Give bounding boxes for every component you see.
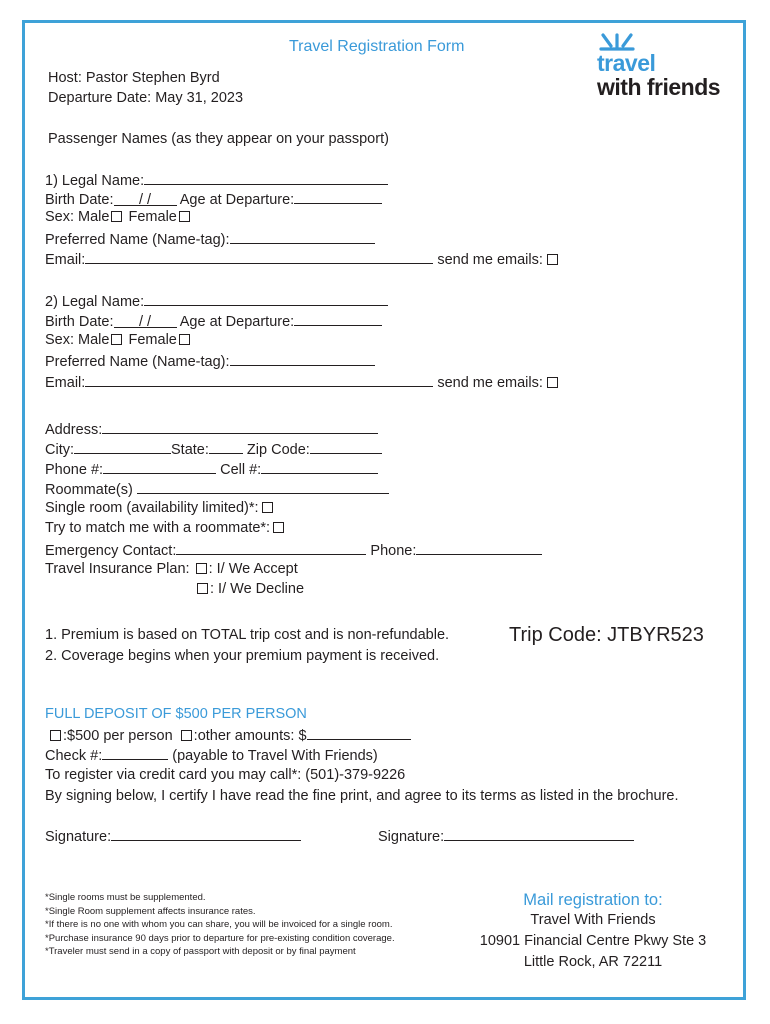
zip-label: Zip Code: [246,442,310,458]
mail-line-1: Travel With Friends [530,912,656,928]
emergency-phone-field[interactable] [416,540,542,555]
check-row [45,745,378,765]
host-line: Host: Pastor Stephen Byrd [48,70,220,86]
match-roommate-row [45,519,286,537]
p2-birth-row [45,311,382,331]
cell-field[interactable] [261,459,378,474]
p2-preferred-field[interactable] [230,351,375,366]
p2-sex-label: Sex: Male [45,332,110,348]
sun-rays-icon [597,30,637,52]
other-amount-field[interactable] [307,725,411,740]
p2-send-emails-label: send me emails: [437,375,543,391]
match-roommate-checkbox[interactable] [273,522,284,533]
signature-2-row [378,826,634,846]
p1-email-row [45,249,560,269]
roommates-label: Roommate(s) [45,482,133,498]
signature-1-field[interactable] [111,826,301,841]
p1-preferred-row [45,229,375,249]
p2-email-row [45,372,560,392]
p2-legal-name-label: 2) Legal Name: [45,294,145,310]
payable-label: (payable to Travel With Friends) [172,748,378,764]
p2-send-emails-checkbox[interactable] [547,377,558,388]
deposit-500-checkbox[interactable] [50,730,61,741]
p1-female-checkbox[interactable] [179,211,190,222]
p1-preferred-label: Preferred Name (Name-tag): [45,232,230,248]
certify-line: By signing below, I certify I have read the fine print, and agree to its terms as listed in the brochure. [45,788,679,804]
insurance-decline-checkbox[interactable] [197,583,208,594]
deposit-500-label: :$500 per person [63,728,173,744]
footnote-list [45,891,395,959]
insurance-decline-row [195,580,304,598]
p1-sex-row [45,208,192,226]
city-field[interactable] [74,439,171,454]
emergency-phone-label: Phone: [370,543,417,559]
insurance-decline-label: : I/ We Decline [210,581,305,597]
p2-legal-name-row [45,291,388,311]
single-room-label: Single room (availability limited)*: [45,500,259,516]
p2-legal-name-field[interactable] [144,291,388,306]
deposit-heading: FULL DEPOSIT OF $500 PER PERSON [45,706,307,722]
logo-text-travel: travel [597,50,656,76]
emergency-row [45,540,542,560]
phone-field[interactable] [103,459,216,474]
city-row [45,439,382,459]
p2-female-label: Female [128,332,177,348]
p1-email-field[interactable] [85,249,433,264]
trip-code: Trip Code: JTBYR523 [509,624,704,646]
p2-sex-row [45,331,192,349]
p1-preferred-field[interactable] [230,229,375,244]
p1-male-checkbox[interactable] [111,211,122,222]
p1-birth-label: Birth Date: [45,192,114,208]
p2-birth-field[interactable]: / / [114,313,177,328]
other-amount-checkbox[interactable] [181,730,192,741]
p2-age-field[interactable] [294,311,382,326]
credit-card-line: To register via credit card you may call*: (501)-379-9226 [45,767,406,783]
cell-label: Cell #: [220,462,262,478]
footnote: *Single rooms must be supplemented. [45,892,206,903]
mail-heading: Mail registration to: [523,891,663,909]
signature-2-field[interactable] [444,826,634,841]
insurance-note-1: 1. Premium is based on TOTAL trip cost and is non-refundable. [45,627,450,643]
p1-birth-row [45,189,382,209]
roommates-field[interactable] [137,479,389,494]
footnote: *Single Room supplement affects insurance rates. [45,905,256,917]
deposit-amount-row [48,725,411,745]
p2-male-checkbox[interactable] [111,334,122,345]
p1-email-label: Email: [45,252,86,268]
logo-text-with-friends: with friends [597,74,721,100]
p2-birth-label: Birth Date: [45,314,114,330]
p2-age-label: Age at Departure: [179,314,295,330]
insurance-accept-label: : I/ We Accept [208,561,298,577]
footnote: *Traveler must send in a copy of passport with deposit or by final payment [45,946,356,957]
check-number-field[interactable] [102,745,168,760]
p1-legal-name-field[interactable] [144,170,388,185]
insurance-label: Travel Insurance Plan: [45,561,190,577]
form-title: Travel Registration Form [289,38,465,55]
p1-legal-name-label: 1) Legal Name: [45,173,145,189]
p1-birth-field[interactable]: / / [114,191,177,206]
footnote: *Purchase insurance 90 days prior to departure for pre-existing condition coverage. [45,932,395,944]
city-label: City: [45,442,74,458]
p1-female-label: Female [128,209,177,225]
p2-email-field[interactable] [85,372,433,387]
single-room-row [45,499,275,517]
emergency-label: Emergency Contact: [45,543,177,559]
zip-field[interactable] [310,439,382,454]
p2-email-label: Email: [45,375,86,391]
departure-line: Departure Date: May 31, 2023 [48,90,244,106]
phone-label: Phone #: [45,462,104,478]
mail-line-2: 10901 Financial Centre Pkwy Ste 3 [479,933,707,949]
address-label: Address: [45,422,103,438]
p2-preferred-label: Preferred Name (Name-tag): [45,354,230,370]
p2-female-checkbox[interactable] [179,334,190,345]
roommates-row [45,479,389,499]
p1-send-emails-checkbox[interactable] [547,254,558,265]
p1-send-emails-label: send me emails: [437,252,543,268]
match-roommate-label: Try to match me with a roommate*: [45,520,271,536]
mail-block [470,890,716,973]
address-row [45,419,378,439]
state-label: State: [171,442,209,458]
single-room-checkbox[interactable] [262,502,273,513]
check-label: Check #: [45,748,103,764]
p1-sex-label: Sex: Male [45,209,110,225]
insurance-row [45,560,298,578]
insurance-accept-checkbox[interactable] [196,563,207,574]
p1-age-field[interactable] [294,189,382,204]
signature-2-label: Signature: [378,829,445,845]
phone-row [45,459,378,479]
emergency-field[interactable] [176,540,366,555]
state-field[interactable] [209,439,243,454]
p1-age-label: Age at Departure: [179,192,295,208]
passenger-header: Passenger Names (as they appear on your passport) [48,131,389,147]
footnote: *If there is no one with whom you can share, you will be invoiced for a single room. [45,919,393,930]
signature-1-label: Signature: [45,829,112,845]
p2-preferred-row [45,351,375,371]
address-field[interactable] [102,419,378,434]
mail-line-3: Little Rock, AR 72211 [523,954,663,970]
insurance-note-2: 2. Coverage begins when your premium payment is received. [45,648,440,664]
p1-legal-name-row [45,170,388,190]
signature-1-row [45,826,301,846]
other-amount-label: :other amounts: $ [193,728,307,744]
